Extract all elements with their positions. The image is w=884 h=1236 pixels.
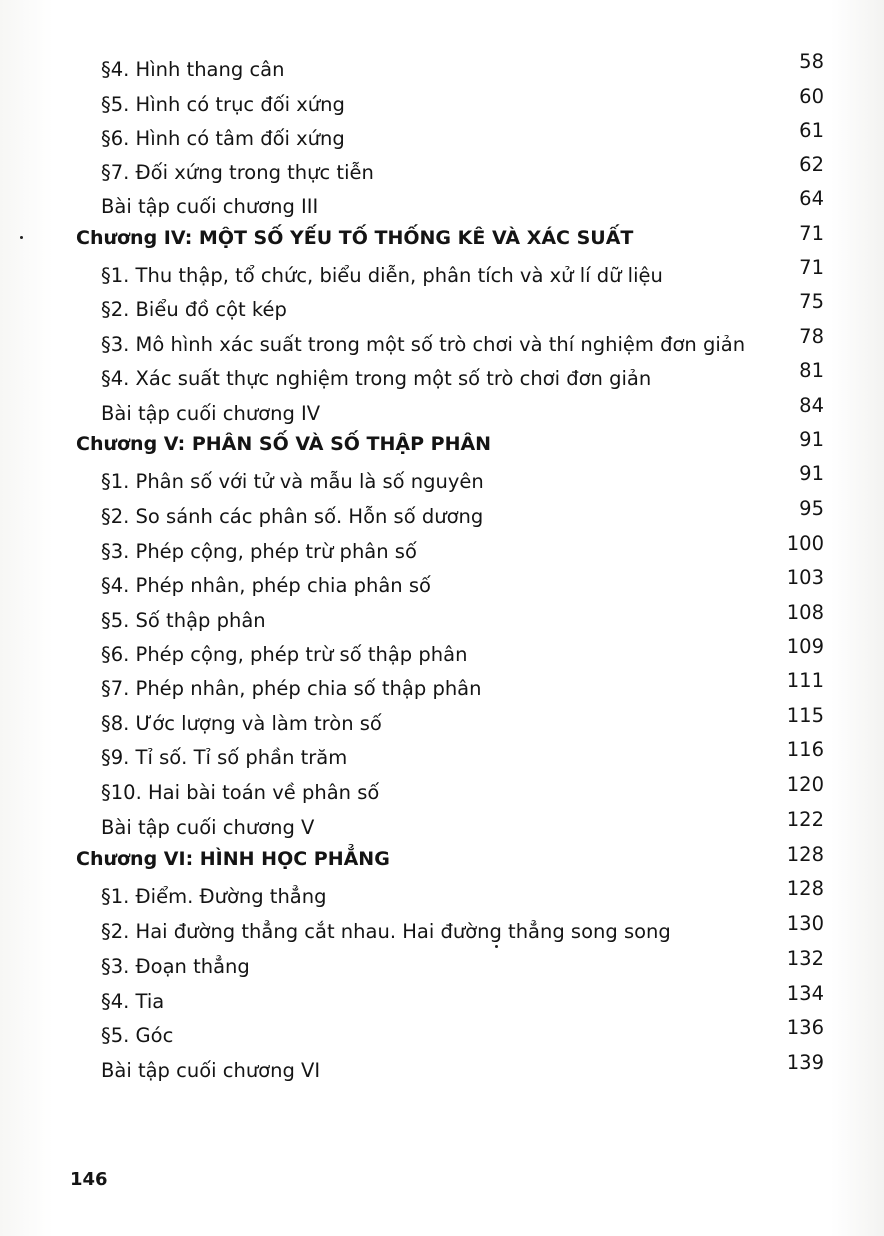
toc-section-row [0, 287, 884, 321]
section-title: §7. Phép nhân, phép chia số thập phân [101, 677, 482, 700]
section-title: Bài tập cuối chương IV [101, 402, 321, 425]
page-ref: 132 [786, 947, 824, 970]
toc-section-row [0, 356, 884, 390]
page-ref: 91 [799, 428, 824, 451]
section-title: §7. Đối xứng trong thực tiễn [101, 161, 374, 184]
toc-section-row [0, 979, 884, 1013]
section-title: §2. Biểu đồ cột kép [101, 298, 287, 321]
section-title: §5. Góc [101, 1024, 174, 1047]
toc-section-row [0, 770, 884, 804]
page-ref: 91 [799, 462, 824, 485]
toc-section-row [0, 874, 884, 908]
section-title: §4. Xác suất thực nghiệm trong một số trò chơi đơn giản [101, 367, 652, 390]
toc-section-row [0, 944, 884, 978]
toc-section-row [0, 529, 884, 563]
page-ref: 95 [799, 497, 824, 520]
section-title: §1. Phân số với tử và mẫu là số nguyên [101, 470, 484, 493]
page-ref: 108 [786, 601, 824, 624]
toc-chapter-row [0, 219, 884, 253]
page-ref: 128 [786, 843, 824, 866]
page-ref: 109 [786, 635, 824, 658]
page-ref: 128 [786, 877, 824, 900]
toc-section-row [0, 909, 884, 943]
page-ref: 122 [786, 808, 824, 831]
toc-section-row [0, 253, 884, 287]
section-title: §4. Tia [101, 990, 165, 1013]
section-title: §8. Ước lượng và làm tròn số [101, 712, 382, 735]
page-ref: 120 [786, 773, 824, 796]
section-title: §5. Hình có trục đối xứng [101, 93, 345, 116]
page-ref: 78 [799, 325, 824, 348]
page-ref: 84 [799, 394, 824, 417]
chapter-title: Chương IV: MỘT SỐ YẾU TỐ THỐNG KÊ VÀ XÁC SUẤT [76, 227, 634, 249]
page-ref: 60 [799, 85, 824, 108]
page-ref: 62 [799, 153, 824, 176]
page-ref: 64 [799, 187, 824, 210]
toc-section-row [0, 701, 884, 735]
toc-section-row [0, 391, 884, 425]
toc-section-row [0, 1013, 884, 1047]
toc-section-row [0, 735, 884, 769]
section-title: §9. Tỉ số. Tỉ số phần trăm [101, 746, 348, 769]
section-title: §6. Phép cộng, phép trừ số thập phân [101, 643, 468, 666]
section-title: §2. Hai đường thẳng cắt nhau. Hai đường thẳng song song [101, 920, 671, 943]
page-ref: 61 [799, 119, 824, 142]
toc-section-row [0, 805, 884, 839]
page-ref: 103 [786, 566, 824, 589]
page-ref: 71 [799, 222, 824, 245]
section-title: §6. Hình có tâm đối xứng [101, 127, 345, 150]
toc-chapter-row [0, 840, 884, 874]
page-ref: 100 [786, 532, 824, 555]
toc-section-row [0, 47, 884, 81]
toc-section-row [0, 494, 884, 528]
page-ref: 134 [786, 982, 824, 1005]
section-title: Bài tập cuối chương VI [101, 1059, 321, 1082]
section-title: §3. Đoạn thẳng [101, 955, 250, 978]
chapter-title: Chương VI: HÌNH HỌC PHẲNG [76, 848, 390, 870]
toc-section-row [0, 116, 884, 150]
toc-section-row [0, 666, 884, 700]
toc-section-row [0, 184, 884, 218]
toc-section-row [0, 150, 884, 184]
page-ref: 116 [786, 738, 824, 761]
section-title: §2. So sánh các phân số. Hỗn số dương [101, 505, 484, 528]
page-ref: 111 [786, 669, 824, 692]
chapter-title: Chương V: PHÂN SỐ VÀ SỐ THẬP PHÂN [76, 433, 492, 455]
section-title: §1. Điểm. Đường thẳng [101, 885, 327, 908]
page-ref: 58 [799, 50, 824, 73]
toc-section-row [0, 598, 884, 632]
section-title: §4. Phép nhân, phép chia phân số [101, 574, 431, 597]
page-ref: 81 [799, 359, 824, 382]
toc-section-row [0, 563, 884, 597]
page-ref: 71 [799, 256, 824, 279]
section-title: §10. Hai bài toán về phân số [101, 781, 380, 804]
toc-chapter-row [0, 425, 884, 459]
section-title: Bài tập cuối chương V [101, 816, 315, 839]
page-ref: 139 [786, 1051, 824, 1074]
section-title: §1. Thu thập, tổ chức, biểu diễn, phân tích và xử lí dữ liệu [101, 264, 663, 287]
toc-section-row [0, 82, 884, 116]
section-title: §4. Hình thang cân [101, 58, 285, 81]
toc-section-row [0, 1048, 884, 1082]
page-number: 146 [70, 1169, 108, 1190]
page-ref: 75 [799, 290, 824, 313]
page-ref: 136 [786, 1016, 824, 1039]
section-title: §5. Số thập phân [101, 609, 266, 632]
section-title: §3. Mô hình xác suất trong một số trò chơi và thí nghiệm đơn giản [101, 333, 746, 356]
section-title: Bài tập cuối chương III [101, 195, 319, 218]
toc-section-row [0, 632, 884, 666]
page-ref: 130 [786, 912, 824, 935]
toc-section-row [0, 459, 884, 493]
page-ref: 115 [786, 704, 824, 727]
toc-section-row [0, 322, 884, 356]
section-title: §3. Phép cộng, phép trừ phân số [101, 540, 417, 563]
